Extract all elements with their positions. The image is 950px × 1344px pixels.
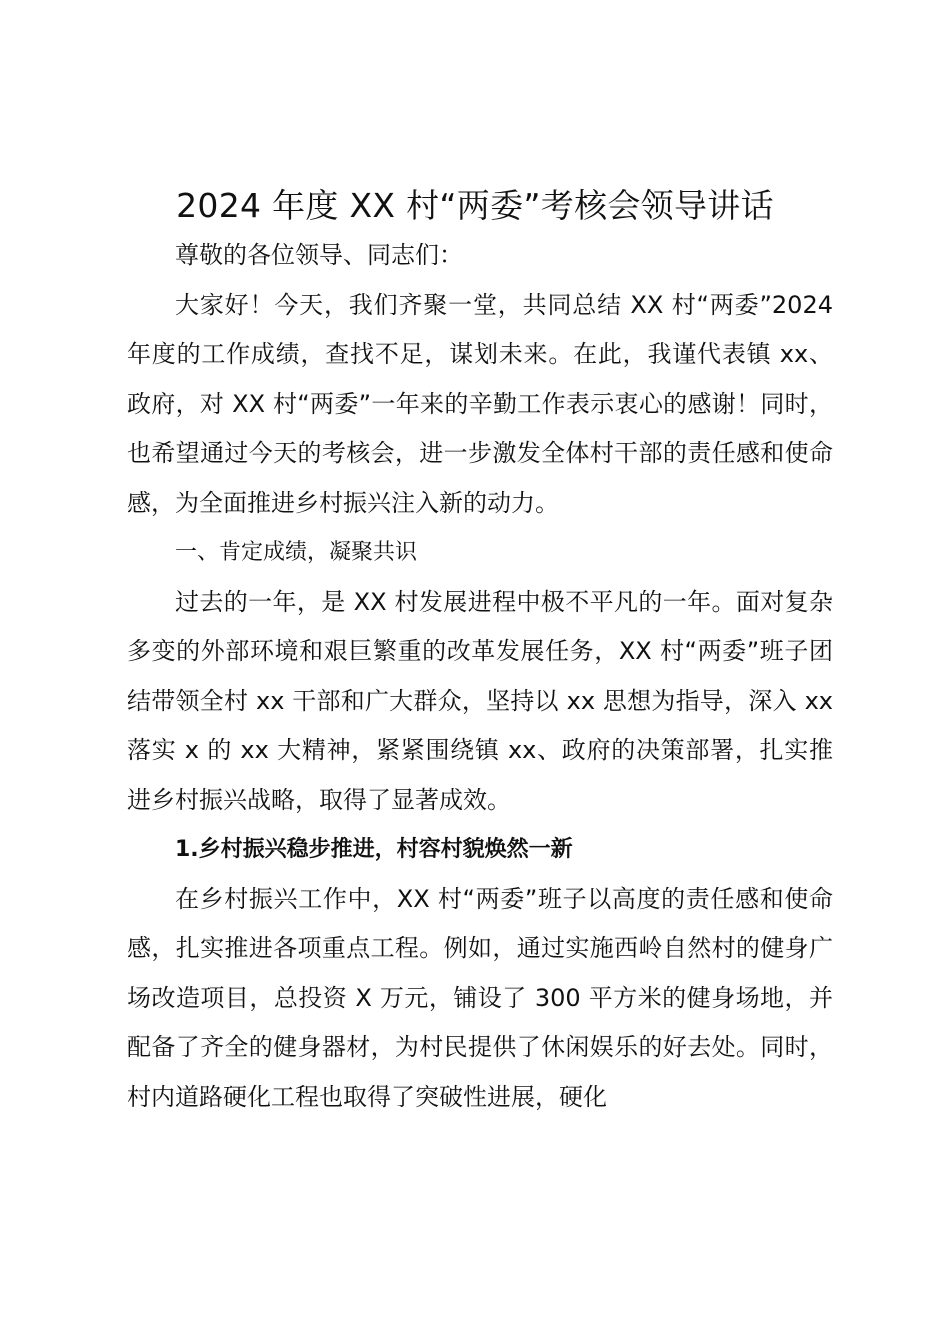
subsection-heading: 1.乡村振兴稳步推进，村容村貌焕然一新 — [175, 837, 573, 862]
section-paragraph: 过去的一年，是 XX 村发展进程中极不平凡的一年。面对复杂多变的外部环境和艰巨繁重的改革发展任务，XX 村“两委”班子团结带领全村 xx 干部和广大群众，坚持以 xx 思想为指导，深入 xx 落实 x 的 xx 大精神，紧紧围绕镇 xx、政府的决策部署，扎实推进乡村振兴战略，取得了显著成效。 — [127, 587, 833, 814]
subsection-paragraph: 在乡村振兴工作中，XX 村“两委”班子以高度的责任感和使命感，扎实推进各项重点工程。例如，通过实施西岭自然村的健身广场改造项目，总投资 X 万元，铺设了 300 平方米的健身场地，并配备了齐全的健身器材，为村民提供了休闲娱乐的好去处。同时，村内道路硬化工程也取得了突破性进展，硬化 — [127, 884, 833, 1111]
salutation: 尊敬的各位领导、同志们： — [175, 241, 463, 269]
section-heading: 一、肯定成绩，凝聚共识 — [175, 540, 418, 565]
document-title: 2024 年度 XX 村“两委”考核会领导讲话 — [176, 186, 774, 225]
document-body — [127, 231, 833, 1122]
intro-paragraph: 大家好！今天，我们齐聚一堂，共同总结 XX 村“两委”2024 年度的工作成绩，查找不足，谋划未来。在此，我谨代表镇 xx、政府，对 XX 村“两委”一年来的辛勤工作表示衷心的感谢！同时，也希望通过今天的考核会，进一步激发全体村干部的责任感和使命感，为全面推进乡村振兴注入新的动力。 — [127, 290, 833, 517]
